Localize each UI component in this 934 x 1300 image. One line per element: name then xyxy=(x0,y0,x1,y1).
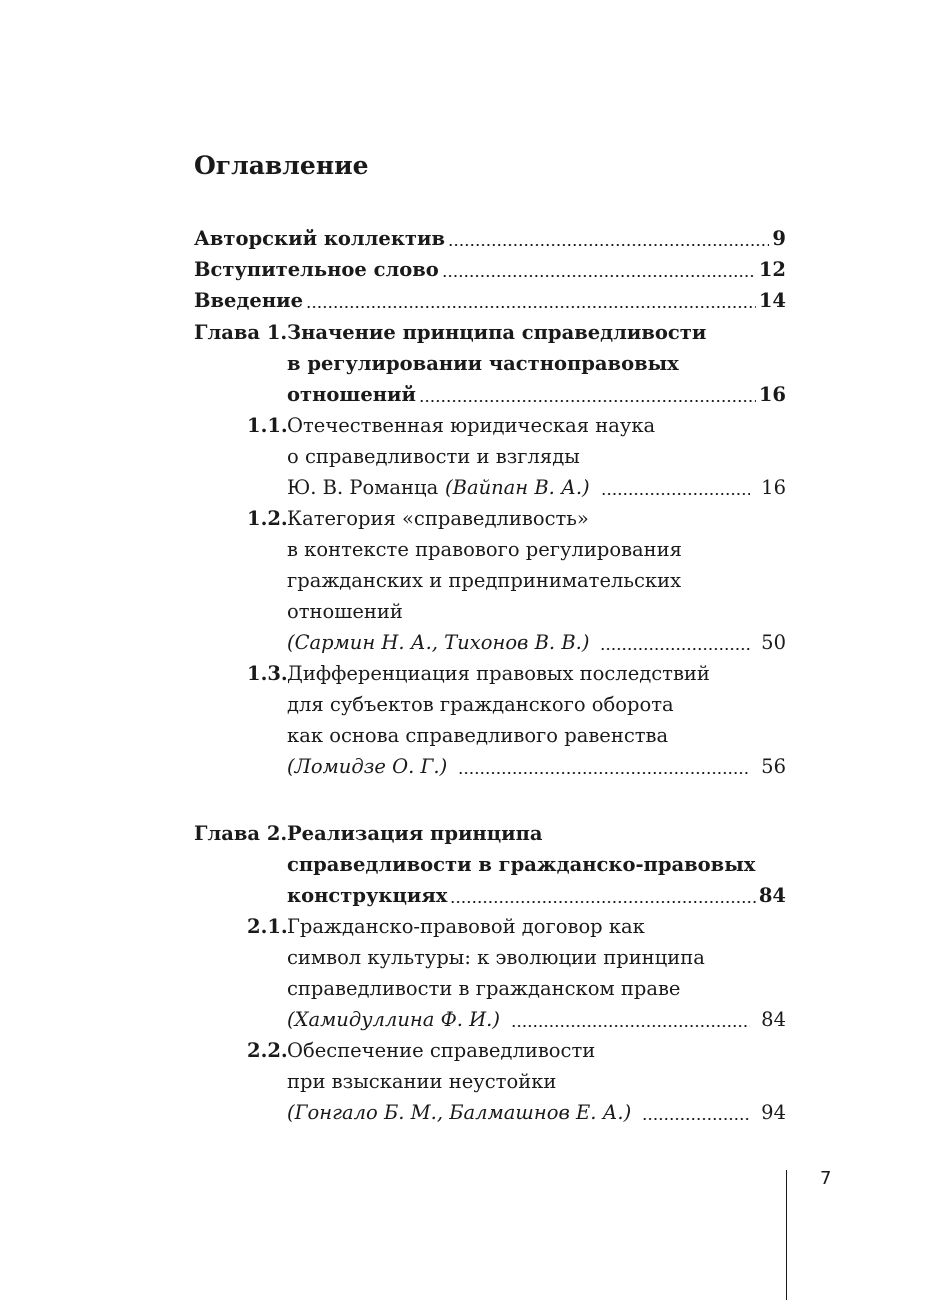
section-title: для субъектов гражданского оборота xyxy=(287,693,674,716)
section-title: символ культуры: к эволюции принципа xyxy=(287,946,705,969)
section-author: (Хамидуллина Ф. И.) xyxy=(287,1008,500,1031)
section-title: Категория «справедливость» xyxy=(287,507,589,530)
section-title: Гражданско-правовой договор как xyxy=(287,915,645,938)
section-title: о справедливости и взгляды xyxy=(287,445,580,468)
toc-entry-intro xyxy=(194,285,786,316)
section-number: 1.3. xyxy=(247,662,288,685)
ch1-section-line xyxy=(194,410,786,441)
page-number-ref: 14 xyxy=(758,289,786,312)
section-title: Ю. В. Романца xyxy=(287,476,439,499)
ch1-section-line xyxy=(194,534,786,565)
dot-leader xyxy=(450,901,756,903)
dot-leader xyxy=(600,648,750,650)
page-number-ref: 84 xyxy=(758,884,786,907)
chapter-title: Значение принципа справедливости xyxy=(287,321,707,344)
dot-leader xyxy=(306,306,756,308)
page-number-ref: 50 xyxy=(761,631,786,654)
section-number: 1.1. xyxy=(247,414,288,437)
section-title: справедливости в гражданском праве xyxy=(287,977,681,1000)
chapter-title: отношений xyxy=(287,383,416,406)
ch2-title-line xyxy=(194,818,786,849)
entry-title: Авторский коллектив xyxy=(194,227,445,250)
page-number-ref: 16 xyxy=(761,476,786,499)
section-title: Отечественная юридическая наука xyxy=(287,414,656,437)
ch1-section-line xyxy=(194,596,786,627)
ch2-section-line xyxy=(194,1066,786,1097)
toc-entry-authors xyxy=(194,223,786,254)
section-number: 1.2. xyxy=(247,507,288,530)
ch2-section-line xyxy=(194,942,786,973)
page-number-ref: 9 xyxy=(772,227,786,250)
chapter-title: в регулировании частноправовых xyxy=(287,352,679,375)
chapter-label: Глава 2. xyxy=(194,822,288,845)
section-author: (Сармин Н. А., Тихонов В. В.) xyxy=(287,631,590,654)
dot-leader xyxy=(442,275,756,277)
ch2-section-line xyxy=(194,911,786,942)
ch1-title-line xyxy=(194,348,786,379)
section-author: (Гонгало Б. М., Балмашнов Е. А.) xyxy=(287,1101,632,1124)
section-title: Дифференциация правовых последствий xyxy=(287,662,710,685)
toc-entry-foreword xyxy=(194,254,786,285)
ch1-section-line xyxy=(194,472,786,503)
section-title: Обеспечение справедливости xyxy=(287,1039,596,1062)
page-number-ref: 56 xyxy=(761,755,786,778)
dot-leader xyxy=(458,772,750,774)
section-title: в контексте правового регулирования xyxy=(287,538,682,561)
ch2-section-line xyxy=(194,1035,786,1066)
ch1-section-line xyxy=(194,720,786,751)
ch2-section-author-line xyxy=(194,1097,786,1128)
chapter-label: Глава 1. xyxy=(194,321,288,344)
page-number: 7 xyxy=(820,1168,832,1189)
dot-leader xyxy=(419,400,756,402)
section-number: 2.2. xyxy=(247,1039,288,1062)
dot-leader xyxy=(511,1025,750,1027)
page-number-ref: 84 xyxy=(761,1008,786,1031)
ch1-section-line xyxy=(194,565,786,596)
ch1-title-line xyxy=(194,379,786,410)
section-author: (Ломидзе О. Г.) xyxy=(287,755,448,778)
entry-title: Вступительное слово xyxy=(194,258,439,281)
chapter-title: справедливости в гражданско-правовых xyxy=(287,853,756,876)
ch2-title-line xyxy=(194,880,786,911)
page-number-ref: 94 xyxy=(761,1101,786,1124)
ch2-title-line xyxy=(194,849,786,880)
ch1-section-line xyxy=(194,503,786,534)
ch1-title-line xyxy=(194,317,786,348)
ch2-section-author-line xyxy=(194,1004,786,1035)
section-title: отношений xyxy=(287,600,403,623)
section-title: при взыскании неустойки xyxy=(287,1070,557,1093)
chapter-title: Реализация принципа xyxy=(287,822,543,845)
entry-title: Введение xyxy=(194,289,303,312)
dot-leader xyxy=(601,493,750,495)
toc-heading: Оглавление xyxy=(194,151,369,180)
dot-leader xyxy=(642,1118,750,1120)
ch1-section-line xyxy=(194,441,786,472)
section-author: (Вайпан В. А.) xyxy=(445,476,590,499)
folio-rule xyxy=(786,1170,787,1300)
ch2-section-line xyxy=(194,973,786,1004)
chapter-title: конструкциях xyxy=(287,884,448,907)
ch1-section-line xyxy=(194,689,786,720)
page-number-ref: 12 xyxy=(758,258,786,281)
ch1-section-author-line xyxy=(194,751,786,782)
section-title: гражданских и предпринимательских xyxy=(287,569,682,592)
dot-leader xyxy=(448,244,769,246)
page-number-ref: 16 xyxy=(758,383,786,406)
section-title: как основа справедливого равенства xyxy=(287,724,669,747)
section-number: 2.1. xyxy=(247,915,288,938)
ch1-section-author-line xyxy=(194,627,786,658)
ch1-section-line xyxy=(194,658,786,689)
